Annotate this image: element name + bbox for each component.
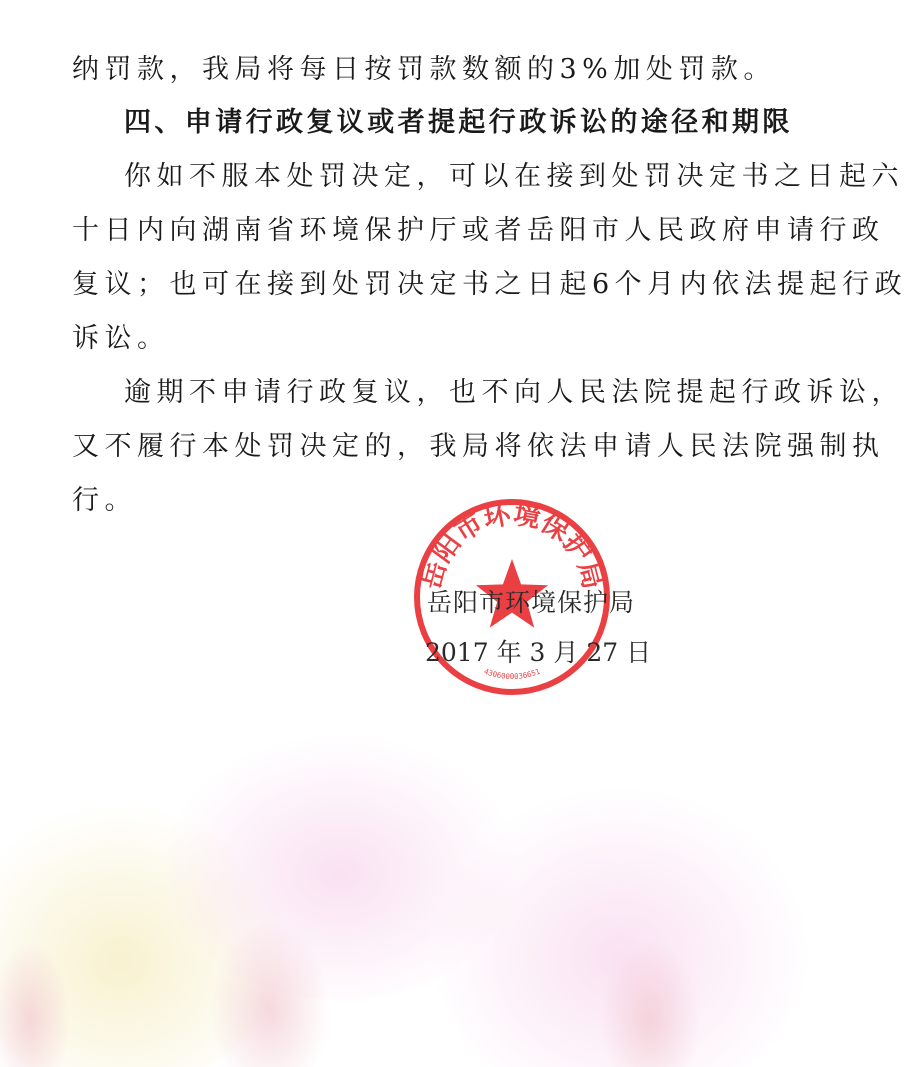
issue-date: 2017 年 3 月 27 日 — [425, 638, 652, 667]
body-line-8: 行。 — [72, 485, 137, 516]
body-line-5: 诉讼。 — [72, 323, 170, 354]
body-line-1: 纳罚款，我局将每日按罚款数额的3%加处罚款。 — [72, 54, 776, 85]
issuer-name: 岳阳市环境保护局 — [427, 588, 636, 617]
body-line-3: 十日内向湖南省环境保护厅或者岳阳市人民政府申请行政 — [72, 215, 885, 246]
body-line-4: 复议；也可在接到处罚决定书之日起6个月内依法提起行政 — [72, 269, 907, 300]
body-line-2: 你如不服本处罚决定，可以在接到处罚决定书之日起六 — [124, 161, 904, 192]
seal-text: 岳阳市环境保护局 — [415, 498, 609, 593]
seal-number: 4306000036651 — [482, 666, 542, 681]
section-heading: 四、申请行政复议或者提起行政诉讼的途径和期限 — [124, 107, 793, 138]
scan-discoloration — [0, 700, 800, 1067]
body-line-7: 又不履行本处罚决定的，我局将依法申请人民法院强制执 — [72, 431, 885, 462]
body-line-6: 逾期不申请行政复议，也不向人民法院提起行政诉讼， — [124, 377, 904, 408]
